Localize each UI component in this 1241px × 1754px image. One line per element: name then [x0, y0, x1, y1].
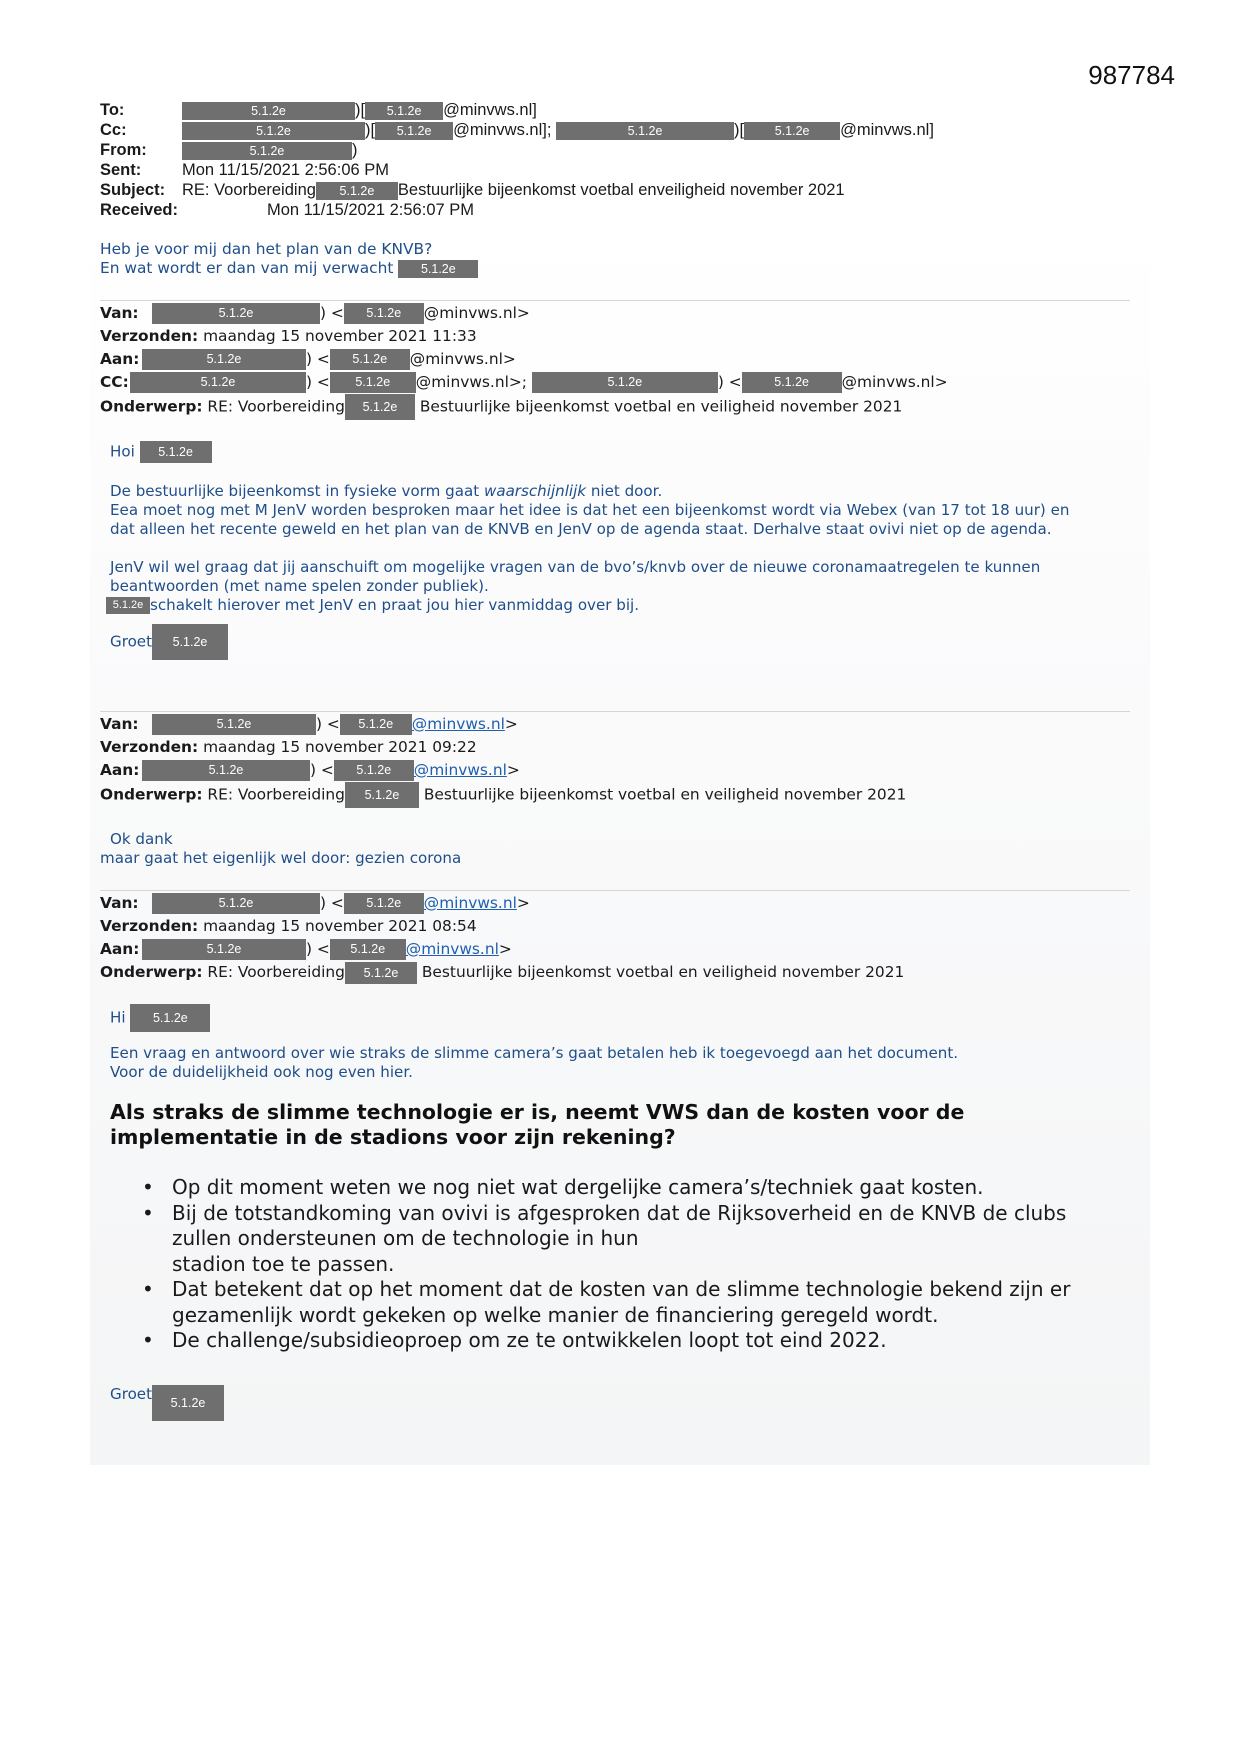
cc-domain: @minvws.nl] — [840, 121, 934, 139]
redaction: 5.1.2e — [345, 782, 419, 808]
message-separator — [100, 711, 1130, 712]
subject-prefix: RE: Voorbereiding — [207, 963, 345, 981]
aan-label: Aan: — [100, 940, 140, 958]
redaction: 5.1.2e — [140, 441, 212, 463]
van-row: Van: 5.1.2e ) < 5.1.2e @minvws.nl> — [100, 302, 948, 325]
aan-row: Aan: 5.1.2e ) < 5.1.2e @minvws.nl> — [100, 759, 906, 782]
received-row — [100, 200, 934, 220]
redaction: 5.1.2e — [182, 102, 355, 120]
redaction: 5.1.2e — [130, 1004, 210, 1032]
redaction: 5.1.2e — [365, 102, 443, 120]
cc-domain: @minvws.nl]; — [453, 121, 552, 139]
list-item: • Bij de totstandkoming van ovivi is afgesproken dat de Rijksoverheid en de KNVB de clubs zullen ondersteunen om de technologie in hun stadion toe te passen. — [140, 1201, 1130, 1278]
subject-row — [100, 180, 934, 200]
aan-label: Aan: — [100, 761, 140, 779]
subject-suffix: Bestuurlijke bijeenkomst voetbal en veiligheid november 2021 — [423, 785, 907, 804]
body-line: maar gaat het eigenlijk wel door: gezien corona — [100, 849, 462, 867]
van-row: Van: 5.1.2e ) < 5.1.2e @minvws.nl> — [100, 713, 906, 736]
verzonden-row — [100, 736, 906, 759]
verzonden-label: Verzonden: — [100, 327, 199, 345]
onderwerp-row — [100, 782, 906, 808]
message-closing: Groet 5.1.2e — [110, 1385, 224, 1421]
van-label: Van: — [100, 304, 139, 322]
subject-suffix: Bestuurlijke bijeenkomst voetbal enveiligheid november 2021 — [397, 181, 845, 199]
redaction: 5.1.2e — [130, 372, 306, 393]
forwarded-header — [100, 713, 906, 808]
verzonden-row — [100, 325, 948, 348]
redaction: 5.1.2e — [152, 714, 316, 735]
sender-email-link[interactable]: @minvws.nl — [423, 894, 517, 912]
subject-suffix: Bestuurlijke bijeenkomst voetbal en veiligheid november 2021 — [419, 397, 903, 416]
sent-row — [100, 160, 934, 180]
onderwerp-row — [100, 961, 904, 984]
redaction: 5.1.2e — [152, 624, 228, 660]
message-closing: Groet 5.1.2e — [110, 624, 228, 660]
received-value: Mon 11/15/2021 2:56:07 PM — [267, 201, 475, 219]
redaction: 5.1.2e — [742, 372, 842, 393]
to-label: To: — [100, 101, 125, 119]
cc-row: Cc: 5.1.2e )[ 5.1.2e @minvws.nl]; 5.1.2e )[ 5.1.2e @minvws.nl] — [100, 121, 934, 139]
onderwerp-label: Onderwerp: — [100, 397, 203, 416]
verzonden-label: Verzonden: — [100, 917, 199, 935]
body-line: 5.1.2e schakelt hierover met JenV en praat jou hier vanmiddag over bij. — [106, 596, 1130, 615]
message-greeting: Hi 5.1.2e — [110, 1004, 210, 1032]
received-label: Received: — [100, 201, 178, 219]
body-line: dat alleen het recente geweld en het plan van de KNVB en JenV op de agenda staat. Derhalve staat ovivi niet op de agenda. — [110, 520, 1052, 538]
email-header — [100, 100, 934, 220]
recipient-domain: @minvws.nl> — [409, 350, 516, 368]
body-line: beantwoorden (met name spelen zonder publiek). — [110, 577, 489, 595]
aan-label: Aan: — [100, 350, 140, 368]
redaction: 5.1.2e — [142, 939, 306, 960]
body-line: De bestuurlijke bijeenkomst in fysieke vorm gaat waarschijnlijk niet door. — [110, 482, 663, 500]
subject-prefix: RE: Voorbereiding — [182, 181, 316, 199]
redaction: 5.1.2e — [330, 349, 410, 370]
redaction: 5.1.2e — [142, 349, 306, 370]
redaction: 5.1.2e — [182, 142, 352, 160]
subject-suffix: Bestuurlijke bijeenkomst voetbal en veiligheid november 2021 — [421, 963, 905, 981]
sender-domain: @minvws.nl> — [423, 304, 530, 322]
reply-line: Heb je voor mij dan het plan van de KNVB? — [100, 240, 433, 258]
redaction: 5.1.2e — [398, 260, 478, 278]
onderwerp-row — [100, 394, 948, 420]
redaction: 5.1.2e — [345, 394, 415, 420]
forwarded-header — [100, 892, 904, 984]
redaction: 5.1.2e — [316, 182, 398, 200]
van-label: Van: — [100, 715, 139, 733]
list-item: • Op dit moment weten we nog niet wat dergelijke camera’s/techniek gaat kosten. — [140, 1175, 1130, 1201]
redaction: 5.1.2e — [345, 962, 417, 984]
sent-label: Sent: — [100, 161, 142, 179]
redaction: 5.1.2e — [182, 122, 365, 140]
subject-prefix: RE: Voorbereiding — [207, 397, 345, 416]
body-line: JenV wil wel graag dat jij aanschuift om mogelijke vragen van de bvo’s/knvb over de nieuwe coronamaatregelen te kunnen — [110, 558, 1041, 576]
to-row: To: 5.1.2e )[ 5.1.2e @minvws.nl] — [100, 101, 537, 119]
redaction: 5.1.2e — [556, 122, 734, 140]
sent-date: maandag 15 november 2021 08:54 — [203, 917, 477, 935]
to-domain: @minvws.nl] — [443, 101, 537, 119]
document-number: 987784 — [1088, 60, 1175, 90]
reply-message — [100, 240, 478, 278]
list-item: • De challenge/subsidieoproep om ze te ontwikkelen loopt tot eind 2022. — [140, 1328, 1130, 1354]
message-body — [110, 482, 1130, 615]
list-item: • Dat betekent dat op het moment dat de kosten van de slimme technologie bekend zijn er gezamenlijk wordt gekeken op welke manier de financiering geregeld wordt. — [140, 1277, 1130, 1328]
cc-row: CC: 5.1.2e ) < 5.1.2e @minvws.nl>; 5.1.2e ) < 5.1.2e @minvws.nl> — [100, 371, 948, 394]
van-label: Van: — [100, 894, 139, 912]
cc-domain: @minvws.nl> — [841, 373, 948, 391]
redaction: 5.1.2e — [744, 122, 840, 140]
redaction: 5.1.2e — [340, 714, 412, 735]
redaction: 5.1.2e — [532, 372, 718, 393]
cc-label: Cc: — [100, 121, 127, 139]
message-body — [110, 830, 173, 849]
redaction: 5.1.2e — [152, 893, 320, 914]
redaction: 5.1.2e — [142, 760, 310, 781]
aan-row: Aan: 5.1.2e ) < 5.1.2e @minvws.nl> — [100, 938, 904, 961]
message-body — [100, 849, 461, 868]
redaction: 5.1.2e — [152, 303, 320, 324]
sent-date: maandag 15 november 2021 11:33 — [203, 327, 477, 345]
redaction: 5.1.2e — [344, 893, 424, 914]
onderwerp-label: Onderwerp: — [100, 785, 203, 804]
cc-domain: @minvws.nl>; — [415, 373, 527, 391]
van-row: Van: 5.1.2e ) < 5.1.2e @minvws.nl> — [100, 892, 904, 915]
verzonden-row — [100, 915, 904, 938]
answer-list — [140, 1175, 1130, 1354]
redaction: 5.1.2e — [106, 597, 150, 614]
redaction: 5.1.2e — [375, 122, 453, 140]
redaction: 5.1.2e — [152, 1385, 224, 1421]
recipient-email-link[interactable]: @minvws.nl — [413, 761, 507, 779]
redaction: 5.1.2e — [330, 372, 416, 393]
message-body — [110, 1044, 1130, 1082]
body-line: Ok dank — [110, 830, 173, 848]
message-greeting: Hoi 5.1.2e — [110, 441, 212, 463]
redaction: 5.1.2e — [344, 303, 424, 324]
subject-label: Subject: — [100, 181, 166, 199]
sender-email-link[interactable]: @minvws.nl — [411, 715, 505, 733]
faq-question: Als straks de slimme technologie er is, neemt VWS dan de kosten voor de implementatie in de stadions voor zijn rekening? — [110, 1100, 965, 1149]
sent-value: Mon 11/15/2021 2:56:06 PM — [182, 161, 390, 179]
onderwerp-label: Onderwerp: — [100, 963, 203, 981]
aan-row: Aan: 5.1.2e ) < 5.1.2e @minvws.nl> — [100, 348, 948, 371]
redaction: 5.1.2e — [334, 760, 414, 781]
verzonden-label: Verzonden: — [100, 738, 199, 756]
redaction: 5.1.2e — [330, 939, 406, 960]
from-row: From: 5.1.2e ) — [100, 141, 358, 159]
cc-label: CC: — [100, 373, 129, 391]
message-separator — [100, 300, 1130, 301]
sent-date: maandag 15 november 2021 09:22 — [203, 738, 477, 756]
subject-prefix: RE: Voorbereiding — [207, 785, 345, 804]
body-line: Een vraag en antwoord over wie straks de slimme camera’s gaat betalen heb ik toegevoegd aan het document. — [110, 1044, 959, 1062]
reply-line: En wat wordt er dan van mij verwacht 5.1.2e — [100, 259, 478, 278]
message-separator — [100, 890, 1130, 891]
recipient-email-link[interactable]: @minvws.nl — [405, 940, 499, 958]
from-label: From: — [100, 141, 147, 159]
forwarded-header — [100, 302, 948, 420]
body-line: Eea moet nog met M JenV worden besproken maar het idee is dat het een bijeenkomst wordt via Webex (van 17 tot 18 uur) en — [110, 501, 1070, 519]
body-line: Voor de duidelijkheid ook nog even hier. — [110, 1063, 413, 1081]
